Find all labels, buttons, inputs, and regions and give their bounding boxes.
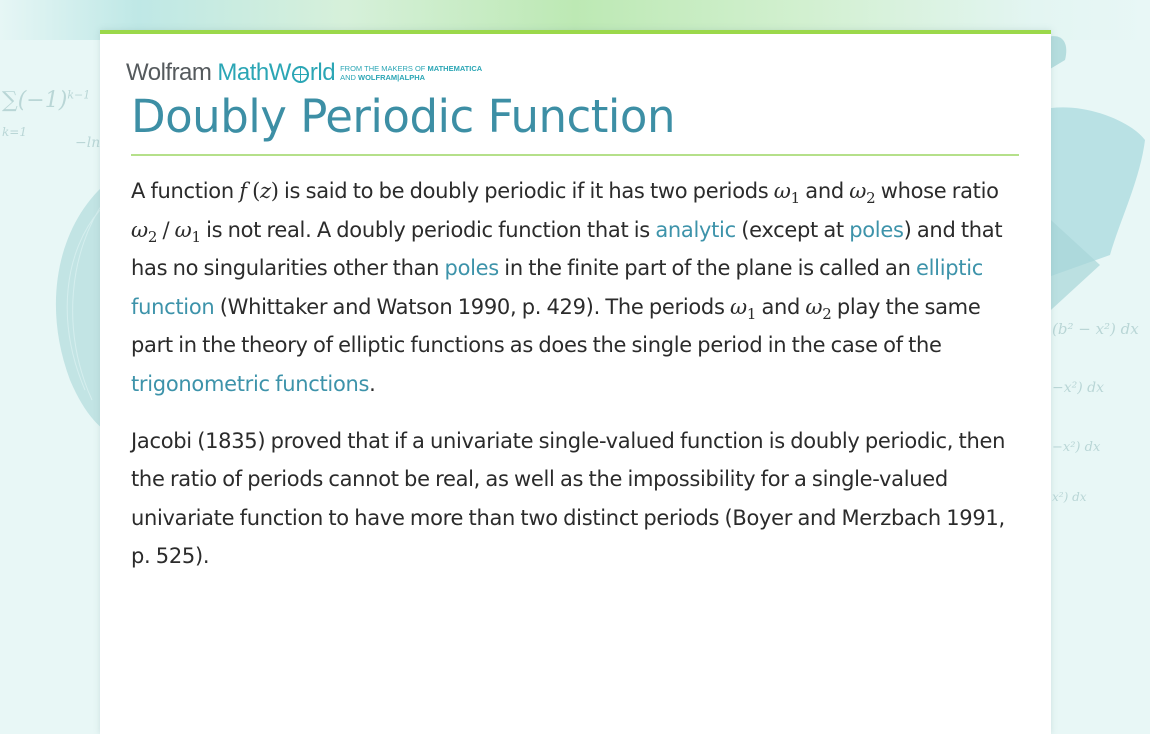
math-omega: ω <box>174 217 192 242</box>
paragraph-definition <box>131 172 1021 404</box>
math-f-of-z <box>239 179 278 203</box>
background-formula-integral-2: −x²) dx <box>1052 380 1105 396</box>
site-logo-link[interactable] <box>126 59 482 87</box>
link-poles[interactable]: poles <box>849 217 904 242</box>
tagline-prefix-1: FROM THE MAKERS OF <box>340 64 428 73</box>
article-card <box>100 30 1051 734</box>
paragraph-jacobi: Jacobi (1835) proved that if a univariate single-valued function is doubly periodic, then the ratio of periods cannot be real, as well as the impossibility for a single-valued univariate function to have more than two distinct periods (Boyer and Merzbach 1991, p. 525). <box>131 428 1006 569</box>
background-formula-integral-4: x²) dx <box>1052 490 1087 504</box>
math-omega: ω <box>805 294 823 319</box>
title-divider <box>131 154 1019 156</box>
logo-mathworld-part1: MathW <box>217 59 291 86</box>
math-omega: ω <box>729 294 747 319</box>
math-f: f <box>239 179 247 203</box>
math-omega-2 <box>849 179 876 207</box>
tagline-mathematica: MATHEMATICA <box>427 64 483 73</box>
math-subscript: 2 <box>822 304 832 323</box>
math-omega-1 <box>729 294 757 323</box>
text: whose ratio <box>875 179 999 203</box>
math-subscript: 1 <box>790 189 800 207</box>
math-subscript: 1 <box>746 304 757 323</box>
math-slash: / <box>157 217 175 242</box>
background-formula-integral-1: (b² − x²) dx <box>1052 320 1139 338</box>
text: in the finite part of the plane is called an <box>498 256 917 281</box>
text: . <box>369 371 376 396</box>
math-subscript: 2 <box>866 189 876 207</box>
math-subscript: 2 <box>147 227 158 246</box>
link-analytic[interactable]: analytic <box>655 217 736 242</box>
text: play the same part in the theory of elliptic functions as does the single period in the case of the <box>131 294 981 358</box>
math-omega-ratio <box>131 217 201 246</box>
text: and <box>799 179 850 203</box>
text: and <box>756 294 806 319</box>
text: (Whittaker and Watson 1990, p. 429). The periods <box>214 294 730 319</box>
page-title: Doubly Periodic Function <box>131 90 675 143</box>
logo-mathworld-text <box>217 59 335 87</box>
link-poles-2[interactable]: poles <box>444 256 499 281</box>
text: is said to be doubly periodic if it has two periods <box>278 179 774 203</box>
background-formula-index: k=1 <box>2 125 27 139</box>
text: is not real. A doubly periodic function that is <box>200 217 656 242</box>
math-omega-1 <box>773 179 800 207</box>
math-paren: ) <box>270 179 279 203</box>
background-formula-integral-3: −x²) dx <box>1052 440 1101 455</box>
math-paren: ( <box>246 179 260 203</box>
text: ) and that has no singularities other than <box>131 217 1003 281</box>
math-z: z <box>259 179 271 203</box>
math-omega-2 <box>805 294 832 323</box>
logo-mathworld-part2: rld <box>309 59 336 86</box>
globe-icon <box>292 66 309 83</box>
background-surface-right-decoration <box>1040 30 1150 330</box>
background-formula-ln: −ln <box>75 135 101 151</box>
logo-wolfram-text: Wolfram <box>126 59 212 86</box>
logo-tagline <box>340 64 482 82</box>
link-elliptic-function[interactable]: elliptic function <box>131 256 983 319</box>
math-omega: ω <box>849 179 867 203</box>
tagline-prefix-2: AND <box>340 73 359 82</box>
text: A function <box>131 179 240 203</box>
math-omega: ω <box>773 179 791 203</box>
background-formula-sum: $\sum(-1)^{k-1}$ <box>2 88 91 113</box>
math-subscript: 1 <box>191 227 201 246</box>
tagline-wolframalpha: WOLFRAM|ALPHA <box>358 73 426 82</box>
article-body <box>131 172 1021 594</box>
text: (except at <box>735 217 850 242</box>
math-omega: ω <box>131 217 148 242</box>
link-trigonometric-functions[interactable]: trigonometric functions <box>131 371 370 396</box>
